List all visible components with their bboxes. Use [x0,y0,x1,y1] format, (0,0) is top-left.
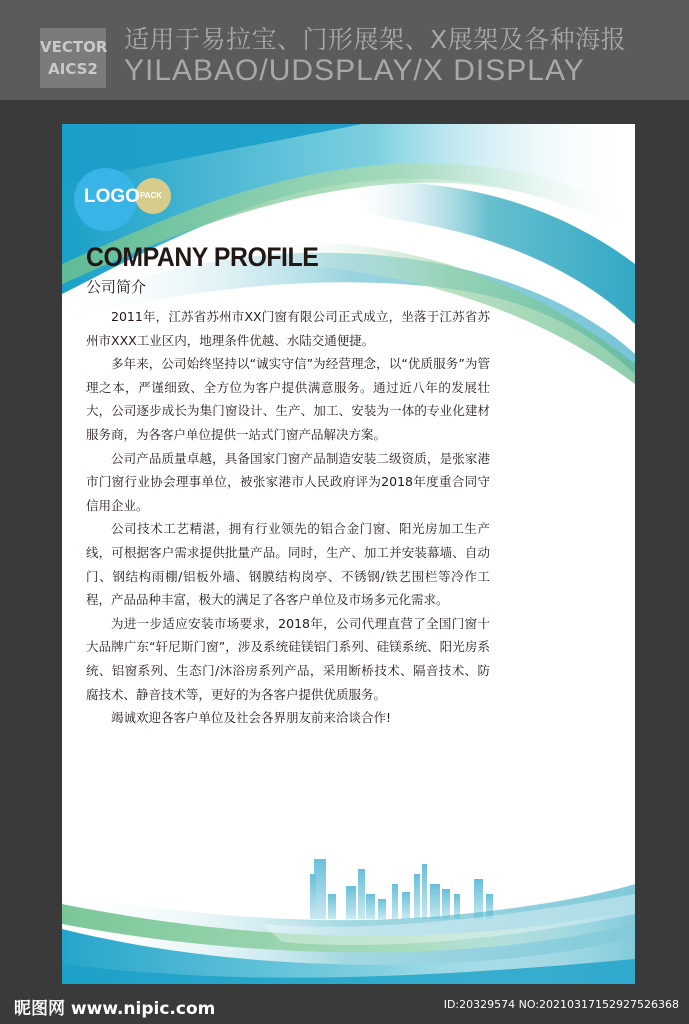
watermark-id: ID:20329574 NO:20210317152927526368 [443,998,679,1011]
title-cn: 公司简介 [86,278,147,296]
paragraph: 多年来，公司始终坚持以“诚实守信”为经营理念，以“优质服务”为管理之本，严谨细致、全方位为客户提供满意服务。通过近八年的发展壮大，公司逐步成长为集门窗设计、生产、加工、安装为一体的专业化建材服务商，为各客户单位提供一站式门窗产品解决方案。 [86,356,490,442]
header-title-en: YILABAO/UDSPLAY/X DISPLAY [124,54,585,87]
logo-small-text: PACK [140,191,163,200]
logo-text: LOGO [84,186,140,207]
company-profile-body [86,305,490,730]
city-skyline [310,859,493,919]
vector-badge [40,28,106,88]
badge-line-1: VECTOR [40,38,108,56]
paragraph: 竭诚欢迎各客户单位及社会各界朋友前来洽谈合作! [111,710,392,726]
watermark-site: 昵图网 www.nipic.com [14,999,216,1019]
header-title-cn: 适用于易拉宝、门形展架、X展架及各种海报 [124,25,627,54]
paragraph: 公司技术工艺精湛，拥有行业领先的铝合金门窗、阳光房加工生产线，可根据客户需求提供批量产品。同时，生产、加工并安装幕墙、自动门、钢结构雨棚/铝板外墙、钢膜结构岗亭、不锈钢/铁艺围栏等冷作工程，产品品种丰富，极大的满足了各客户单位及市场多元化需求。 [86,521,490,608]
paragraph: 为进一步适应安装市场要求，2018年，公司代理直营了全国门窗十大品牌广东“轩尼斯门窗”，涉及系统硅镁铝门系列、硅镁系统、阳光房系统、铝窗系列、生态门/沐浴房系列产品，采用断桥技术、隔音技术、防腐技术、静音技术等，更好的为各客户提供优质服务。 [86,615,490,702]
title-en: COMPANY PROFILE [86,242,319,272]
paragraph: 公司产品质量卓越，具备国家门窗产品制造安装二级资质，是张家港市门窗行业协会理事单位，被张家港市人民政府评为2018年度重合同守信用企业。 [86,450,490,513]
badge-line-2: AICS2 [48,60,98,78]
paragraph: 2011年，江苏省苏州市XX门窗有限公司正式成立，坐落于江苏省苏州市XXX工业区内，地理条件优越、水陆交通便捷。 [86,309,490,348]
